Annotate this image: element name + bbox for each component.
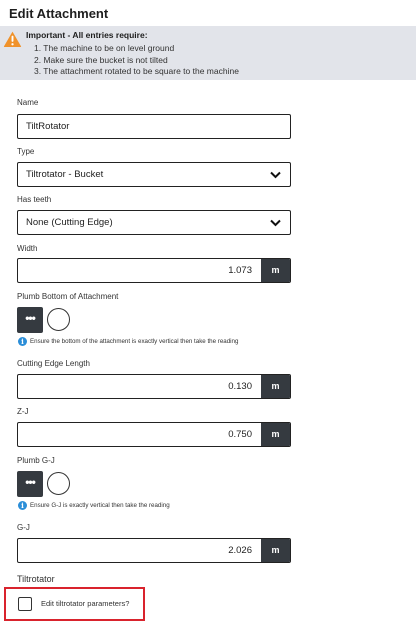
cutting-edge-label: Cutting Edge Length bbox=[17, 359, 90, 368]
gj-input[interactable] bbox=[17, 538, 291, 563]
plumb-bottom-read-button[interactable]: ••• bbox=[17, 307, 43, 333]
tiltrotator-option-box bbox=[4, 587, 145, 621]
cutting-edge-unit-button[interactable]: m bbox=[261, 375, 290, 398]
cutting-edge-input[interactable] bbox=[17, 374, 291, 399]
edit-tiltrotator-label[interactable]: Edit tiltrotator parameters? bbox=[41, 599, 130, 608]
width-input[interactable] bbox=[17, 258, 291, 283]
plumb-gj-read-button[interactable]: ••• bbox=[17, 471, 43, 497]
width-unit-button[interactable]: m bbox=[261, 259, 290, 282]
info-icon: i bbox=[18, 501, 27, 510]
plumb-bottom-label: Plumb Bottom of Attachment bbox=[17, 292, 119, 301]
has-teeth-select[interactable] bbox=[17, 210, 291, 235]
plumb-gj-label: Plumb G-J bbox=[17, 456, 55, 465]
page-header bbox=[0, 0, 416, 26]
warning-list bbox=[34, 43, 239, 78]
gj-label: G-J bbox=[17, 523, 30, 532]
zj-label: Z-J bbox=[17, 407, 29, 416]
type-select[interactable] bbox=[17, 162, 291, 187]
has-teeth-label: Has teeth bbox=[17, 195, 52, 204]
zj-unit-button[interactable]: m bbox=[261, 423, 290, 446]
warning-item: 2. Make sure the bucket is not tilted bbox=[34, 54, 168, 65]
warning-banner bbox=[0, 26, 416, 80]
type-label: Type bbox=[17, 147, 35, 156]
chevron-down-icon bbox=[270, 171, 281, 179]
chevron-down-icon bbox=[270, 219, 281, 227]
gj-unit-button[interactable]: m bbox=[261, 539, 290, 562]
warning-title: Important - All entries require: bbox=[26, 30, 148, 40]
width-value: 1.073 bbox=[228, 265, 252, 276]
has-teeth-select-value: None (Cutting Edge) bbox=[26, 217, 113, 228]
name-label: Name bbox=[17, 98, 39, 107]
zj-input[interactable] bbox=[17, 422, 291, 447]
plumb-bottom-info-text: Ensure the bottom of the attachment is exactly vertical then take the reading bbox=[30, 338, 239, 345]
info-icon: i bbox=[18, 337, 27, 346]
gj-value: 2.026 bbox=[228, 545, 252, 556]
warning-triangle-icon bbox=[3, 30, 22, 48]
edit-tiltrotator-checkbox[interactable] bbox=[18, 597, 32, 611]
plumb-gj-status-indicator bbox=[47, 472, 70, 495]
page-title: Edit Attachment bbox=[9, 6, 109, 21]
warning-item: 3. The attachment rotated to be square to the machine bbox=[34, 66, 239, 76]
tiltrotator-heading: Tiltrotator bbox=[17, 574, 55, 584]
warning-item: 1. The machine to be on level ground bbox=[34, 43, 175, 53]
name-input[interactable] bbox=[17, 114, 291, 139]
width-label: Width bbox=[17, 244, 38, 253]
plumb-gj-info-text: Ensure G-J is exactly vertical then take the reading bbox=[30, 502, 170, 509]
zj-value: 0.750 bbox=[228, 429, 252, 440]
name-input-value: TiltRotator bbox=[26, 121, 70, 132]
cutting-edge-value: 0.130 bbox=[228, 381, 252, 392]
type-select-value: Tiltrotator - Bucket bbox=[26, 169, 104, 180]
plumb-bottom-status-indicator bbox=[47, 308, 70, 331]
